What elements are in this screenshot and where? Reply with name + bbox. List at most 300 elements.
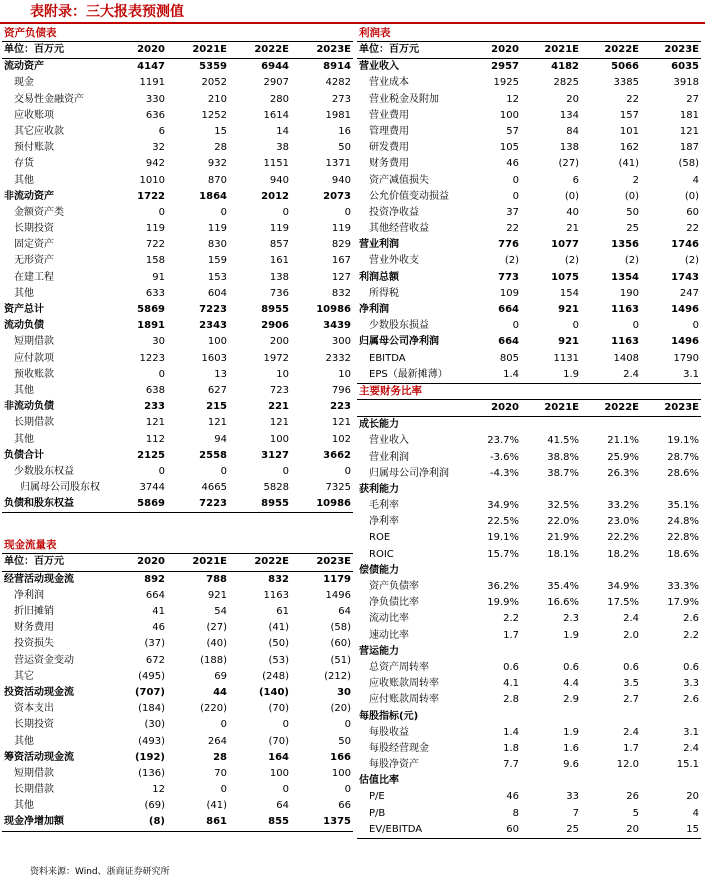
table-row — [2, 221, 353, 237]
cell-value: 0 — [572, 320, 579, 332]
cell-value: 60 — [686, 206, 699, 218]
cell-value: (248) — [262, 670, 289, 682]
cell-value: 22 — [686, 223, 699, 235]
cell-value: 0 — [344, 465, 351, 477]
table-row — [357, 611, 701, 627]
cell-value: 0 — [344, 784, 351, 796]
cell-value: 35.4% — [547, 581, 579, 592]
row-label: 短期借款 — [14, 767, 54, 779]
year-header: 2023E — [664, 401, 699, 413]
cell-value: 8955 — [261, 304, 289, 315]
cell-value: (220) — [200, 703, 227, 715]
cash-flow-title: 现金流量表 — [2, 538, 353, 554]
cell-value: (212) — [324, 670, 351, 682]
cell-value: 0.6 — [623, 661, 639, 673]
table-row — [2, 685, 353, 701]
cell-value: 1131 — [553, 352, 579, 364]
cell-value: 15 — [214, 125, 227, 137]
unit-label: 单位：百万元 — [359, 44, 419, 55]
balance-sheet-title: 资产负债表 — [2, 26, 353, 42]
table-row — [357, 221, 701, 237]
row-label: 少数股东损益 — [369, 320, 429, 332]
cell-value: 1163 — [611, 304, 639, 315]
row-label: 负债合计 — [4, 449, 44, 461]
cell-value: (493) — [138, 735, 165, 747]
row-label: 无形资产 — [14, 255, 54, 267]
cell-value — [641, 709, 701, 725]
table-row — [357, 286, 701, 302]
cell-value: 7223 — [199, 498, 227, 510]
cell-value: 22 — [626, 93, 639, 105]
year-header: 2022E — [254, 44, 289, 55]
cell-value: 10986 — [316, 304, 351, 315]
cell-value: 1981 — [325, 109, 351, 121]
cell-value: 41 — [152, 606, 165, 617]
left-column — [2, 26, 353, 832]
table-row — [2, 383, 353, 399]
cell-value: 1925 — [493, 77, 519, 89]
cell-value: 1075 — [551, 271, 579, 283]
cell-value: 19.9% — [487, 597, 519, 609]
cell-value: (136) — [138, 767, 165, 779]
year-header: 2023E — [316, 44, 351, 55]
cell-value: 127 — [331, 271, 351, 283]
cell-value: 36.2% — [487, 581, 519, 592]
year-header: 2021E — [192, 556, 227, 568]
cell-value: 7 — [572, 807, 579, 819]
cell-value: 1356 — [611, 239, 639, 251]
cell-value: 4.4 — [563, 678, 579, 690]
cell-value: 33.3% — [667, 581, 699, 592]
table-row — [357, 156, 701, 172]
row-label: 其它应收款 — [14, 125, 64, 137]
cell-value: 5828 — [263, 482, 289, 494]
row-label: 其他 — [14, 174, 34, 186]
cell-value — [521, 482, 581, 498]
cell-value: 1496 — [671, 304, 699, 315]
cell-value: 158 — [145, 255, 165, 267]
cell-value — [521, 709, 581, 725]
row-label: 现金净增加额 — [4, 816, 64, 828]
cell-value: 2.6 — [683, 613, 699, 625]
cell-value: 10 — [338, 368, 351, 380]
cell-value: 66 — [338, 800, 351, 812]
table-row — [2, 750, 353, 766]
row-label: 营业利润 — [369, 451, 409, 463]
cell-value: 247 — [679, 287, 699, 299]
table-row — [2, 572, 353, 588]
cell-value: 18.1% — [547, 548, 579, 560]
cell-value: (188) — [200, 654, 227, 666]
cell-value: 1151 — [263, 158, 289, 170]
table-row — [357, 530, 701, 546]
income-table — [357, 26, 701, 384]
cell-value: 46 — [506, 158, 519, 170]
cell-value: 2.4 — [623, 726, 639, 738]
cell-value: 0.6 — [503, 661, 519, 673]
cell-value: 664 — [498, 336, 519, 348]
table-row — [357, 108, 701, 124]
cell-value: 2907 — [263, 77, 289, 89]
table-row — [357, 59, 701, 75]
cell-value: 223 — [330, 401, 351, 413]
row-label: 每股净资产 — [369, 759, 419, 771]
cell-value: 0 — [282, 784, 289, 796]
row-label: P/B — [369, 807, 386, 819]
cell-value: 3.1 — [683, 368, 699, 380]
cell-value: 2.3 — [563, 613, 579, 625]
cell-value: 5869 — [137, 304, 165, 315]
balance-sheet-table — [2, 26, 353, 513]
table-row — [357, 237, 701, 253]
cell-value: 1354 — [611, 271, 639, 283]
year-header: 2021E — [544, 44, 579, 55]
cell-value — [521, 417, 581, 433]
table-row — [357, 173, 701, 189]
cell-value — [461, 709, 521, 725]
table-row — [357, 692, 701, 708]
table-row — [357, 189, 701, 205]
cell-value: 0 — [512, 320, 519, 332]
table-row — [2, 92, 353, 108]
cell-value: 1375 — [323, 816, 351, 828]
row-label: 存货 — [14, 158, 34, 170]
cell-value: 7.7 — [503, 759, 519, 771]
cell-value: 722 — [145, 239, 165, 251]
cell-value: 330 — [145, 93, 165, 105]
cell-value: 8 — [512, 807, 519, 819]
cell-value: (0) — [684, 190, 699, 202]
cell-value: 1.7 — [503, 629, 519, 641]
cell-value: 28 — [214, 142, 227, 154]
cell-value: 138 — [269, 271, 289, 283]
cell-value: 5359 — [199, 61, 227, 73]
cell-value: (41) — [618, 158, 639, 170]
cell-value: 10986 — [316, 498, 351, 510]
cell-value: 1.9 — [563, 629, 579, 641]
cell-value: 1603 — [201, 352, 227, 364]
cell-value: 0 — [512, 174, 519, 186]
row-label: 长期借款 — [14, 784, 54, 796]
row-label: 固定资产 — [14, 239, 54, 251]
cell-value: 16 — [338, 125, 351, 137]
cell-value: 109 — [499, 287, 519, 299]
cell-value: 15.7% — [487, 548, 519, 560]
income-rows — [357, 59, 701, 384]
row-label: 资产总计 — [4, 304, 44, 315]
table-row — [357, 302, 701, 318]
cell-value: (27) — [558, 158, 579, 170]
row-label: 研发费用 — [369, 142, 409, 154]
cell-value: (37) — [144, 638, 165, 650]
cell-value: 0 — [220, 784, 227, 796]
cell-value: (2) — [564, 255, 579, 267]
table-row — [2, 351, 353, 367]
table-row — [357, 253, 701, 269]
cell-value: 54 — [214, 606, 227, 617]
row-label: 净利润 — [359, 304, 389, 315]
table-row — [357, 417, 701, 433]
cell-value — [581, 482, 641, 498]
cell-value: 1010 — [139, 174, 165, 186]
table-row — [2, 124, 353, 140]
cell-value: 20 — [566, 93, 579, 105]
cell-value: 664 — [498, 304, 519, 315]
cell-value: (41) — [206, 800, 227, 812]
cell-value: (53) — [268, 654, 289, 666]
cell-value: 121 — [145, 417, 165, 429]
cell-value: 1.8 — [503, 742, 519, 754]
cell-value: 2.9 — [563, 694, 579, 706]
table-row — [2, 302, 353, 318]
cell-value: 21.1% — [607, 435, 639, 447]
row-label: 应付账款周转率 — [369, 694, 439, 706]
cell-value: 636 — [145, 109, 165, 121]
cell-value: 100 — [269, 767, 289, 779]
table-row — [357, 547, 701, 563]
cell-value: (495) — [138, 670, 165, 682]
table-row — [2, 717, 353, 733]
row-label: 获利能力 — [359, 483, 399, 495]
cell-value: 12 — [152, 784, 165, 796]
cell-value: 46 — [506, 791, 519, 803]
row-label: 净负债比率 — [369, 597, 419, 609]
cell-value: 2.4 — [683, 742, 699, 754]
row-label: 公允价值变动损益 — [369, 190, 449, 202]
cell-value: 215 — [206, 401, 227, 413]
cell-value: 1.7 — [623, 742, 639, 754]
row-label: 净利润 — [14, 589, 44, 601]
row-label: 营业费用 — [369, 109, 409, 121]
cell-value: 30 — [152, 336, 165, 348]
cell-value: 50 — [626, 206, 639, 218]
cell-value: 25.9% — [607, 451, 639, 463]
cell-value: 30 — [337, 686, 351, 698]
row-label: 偿债能力 — [359, 564, 399, 576]
cell-value: (0) — [624, 190, 639, 202]
cell-value: 200 — [269, 336, 289, 348]
cell-value — [461, 563, 521, 579]
table-row — [357, 124, 701, 140]
table-row — [357, 92, 701, 108]
table-row — [2, 588, 353, 604]
cell-value: 3918 — [673, 77, 699, 89]
row-label: 金额资产类 — [14, 206, 64, 218]
ratios-title: 主要财务比率 — [357, 384, 701, 400]
year-header: 2022E — [604, 44, 639, 55]
cell-value: 3.3 — [683, 678, 699, 690]
cell-value: 3385 — [613, 77, 639, 89]
cash-flow-table — [2, 538, 353, 831]
cell-value: 221 — [268, 401, 289, 413]
cell-value: 921 — [207, 589, 227, 601]
table-row — [357, 270, 701, 286]
cell-value: 942 — [145, 158, 165, 170]
table-row — [357, 789, 701, 805]
table-row — [2, 173, 353, 189]
cell-value: 28 — [213, 751, 227, 763]
row-label: 营业利润 — [359, 239, 399, 251]
cell-value: (70) — [268, 703, 289, 715]
cell-value: 0 — [344, 206, 351, 218]
cell-value: 153 — [207, 271, 227, 283]
row-label: P/E — [369, 791, 385, 803]
row-label: 营业税金及附加 — [369, 93, 439, 105]
table-row — [357, 676, 701, 692]
cell-value: 832 — [331, 287, 351, 299]
cell-value: 2.2 — [683, 629, 699, 641]
cell-value: 21.9% — [547, 532, 579, 544]
cell-value: 27 — [686, 93, 699, 105]
cell-value — [461, 644, 521, 660]
row-label: 净利率 — [369, 516, 399, 528]
cell-value: (27) — [206, 622, 227, 634]
cell-value: 1972 — [263, 352, 289, 364]
cell-value: 25 — [566, 823, 579, 835]
table-row — [357, 773, 701, 789]
cell-value: 50 — [338, 142, 351, 154]
row-label: 负债和股东权益 — [4, 498, 74, 510]
cell-value: 20 — [686, 791, 699, 803]
row-label: 资产负债率 — [369, 581, 419, 592]
cell-value: 1163 — [611, 336, 639, 348]
cell-value: 7223 — [199, 304, 227, 315]
cell-value: (60) — [330, 638, 351, 650]
cell-value: (192) — [134, 751, 165, 763]
year-header: 2020 — [137, 44, 165, 55]
cell-value: 300 — [331, 336, 351, 348]
cell-value: 2125 — [137, 449, 165, 461]
cell-value: 119 — [207, 223, 227, 235]
cell-value: 159 — [207, 255, 227, 267]
cell-value: 1191 — [139, 77, 165, 89]
table-row — [357, 579, 701, 595]
table-row — [2, 448, 353, 464]
cell-value: (70) — [268, 735, 289, 747]
cell-value: 24.8% — [667, 516, 699, 528]
table-row — [357, 725, 701, 741]
cell-value: (184) — [138, 703, 165, 715]
cell-value: 60 — [506, 823, 519, 835]
table-row — [357, 334, 701, 350]
table-row — [2, 270, 353, 286]
cell-value: 0 — [220, 719, 227, 731]
cell-value: 100 — [269, 433, 289, 445]
cell-value: 830 — [207, 239, 227, 251]
cell-value: 12.0 — [616, 759, 639, 771]
cell-value: 15.1 — [676, 759, 699, 771]
cell-value: 2.6 — [683, 694, 699, 706]
cell-value: 18.2% — [607, 548, 639, 560]
cell-value: 0 — [344, 719, 351, 731]
row-label: 速动比率 — [369, 629, 409, 641]
row-label: 长期投资 — [14, 719, 54, 731]
row-label: 现金 — [14, 77, 34, 89]
cell-value: 832 — [268, 573, 289, 585]
cell-value: 0 — [158, 465, 165, 477]
balance-sheet-header-row — [2, 42, 353, 59]
year-header: 2023E — [664, 44, 699, 55]
cell-value: 134 — [559, 109, 579, 121]
row-label: 在建工程 — [14, 271, 54, 283]
cell-value: 0 — [512, 190, 519, 202]
ratios-table — [357, 384, 701, 839]
cell-value: 15 — [686, 823, 699, 835]
row-label: 利润总额 — [359, 271, 399, 283]
cell-value: 0 — [220, 206, 227, 218]
row-label: EPS（最新摊薄） — [369, 368, 448, 380]
cell-value: (2) — [684, 255, 699, 267]
cell-value: 1252 — [201, 109, 227, 121]
cell-value: 100 — [499, 109, 519, 121]
row-label: 每股经营现金 — [369, 742, 429, 754]
cell-value: 233 — [144, 401, 165, 413]
cell-value: 119 — [145, 223, 165, 235]
cell-value: 2073 — [323, 190, 351, 202]
table-row — [2, 782, 353, 798]
row-label: 非流动资产 — [4, 190, 54, 202]
cell-value: 161 — [269, 255, 289, 267]
row-label: EBITDA — [369, 352, 406, 364]
cell-value: -3.6% — [489, 451, 519, 463]
row-label: 应收账项 — [14, 109, 54, 121]
cell-value: 18.6% — [667, 548, 699, 560]
cell-value: 3.5 — [623, 678, 639, 690]
cell-value: 37 — [506, 206, 519, 218]
table-row — [357, 367, 701, 383]
row-label: 毛利率 — [369, 500, 399, 512]
cell-value: 157 — [619, 109, 639, 121]
cell-value: 4665 — [201, 482, 227, 494]
table-row — [357, 660, 701, 676]
table-row — [2, 701, 353, 717]
cell-value: 4.1 — [503, 678, 519, 690]
cell-value: (58) — [678, 158, 699, 170]
cell-value: 22.5% — [487, 516, 519, 528]
cell-value: 34.9% — [487, 500, 519, 512]
cell-value: 8914 — [323, 61, 351, 73]
cell-value: 940 — [331, 174, 351, 186]
row-label: 预收账款 — [14, 368, 54, 380]
cell-value: 38.8% — [547, 451, 579, 463]
cell-value: 44 — [213, 686, 227, 698]
row-label: 长期借款 — [14, 417, 54, 429]
cell-value: 2.4 — [623, 368, 639, 380]
cell-value: 2558 — [199, 449, 227, 461]
table-row — [2, 480, 353, 496]
table-row — [357, 140, 701, 156]
cell-value: (69) — [144, 800, 165, 812]
cell-value: 1163 — [263, 589, 289, 601]
table-row — [357, 644, 701, 660]
cell-value: -4.3% — [489, 467, 519, 479]
cell-value: 1408 — [613, 352, 639, 364]
cell-value: 32.5% — [547, 500, 579, 512]
table-row — [2, 399, 353, 415]
table-row — [357, 318, 701, 334]
cell-value: 119 — [331, 223, 351, 235]
cell-value: 20 — [626, 823, 639, 835]
row-label: 应付款项 — [14, 352, 54, 364]
ratios-header-blank — [357, 400, 461, 416]
cell-value: 94 — [214, 433, 227, 445]
table-row — [357, 433, 701, 449]
cell-value: 921 — [558, 304, 579, 315]
row-label: ROE — [369, 532, 391, 544]
table-row — [2, 653, 353, 669]
table-row — [2, 205, 353, 221]
row-label: 筹资活动现金流 — [4, 751, 74, 763]
